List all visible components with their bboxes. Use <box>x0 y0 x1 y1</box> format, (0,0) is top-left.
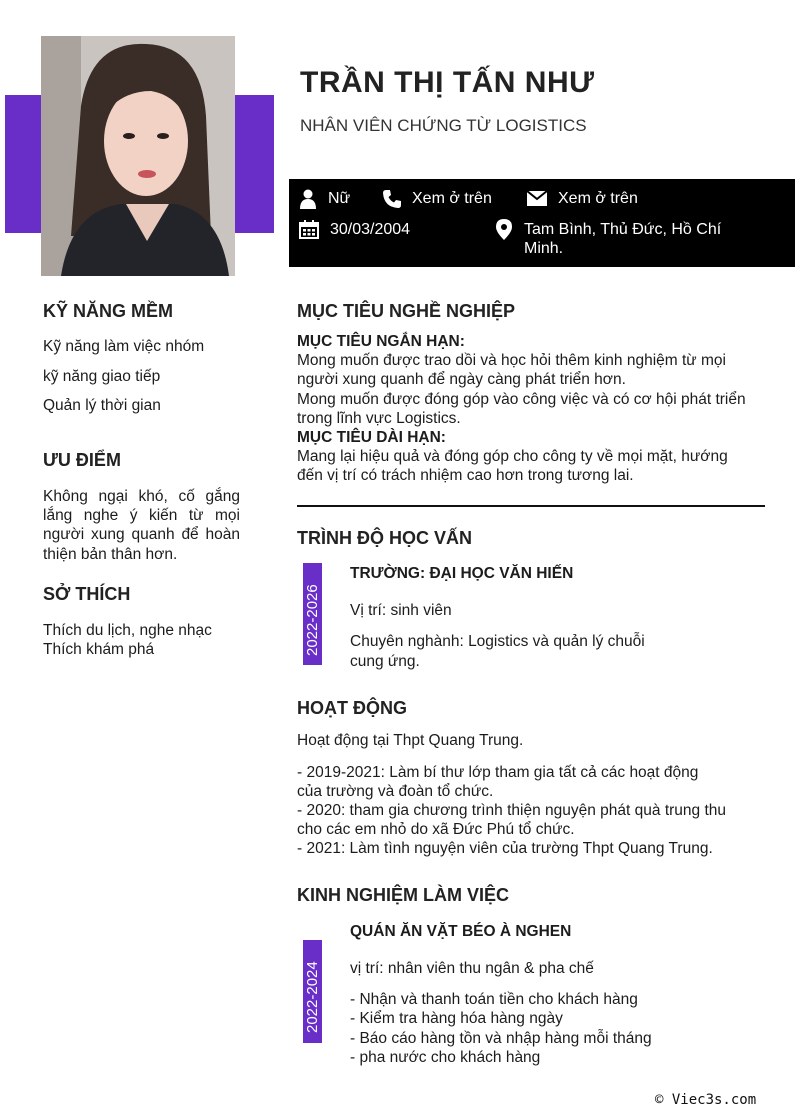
education-major-line: Chuyên nghành: Logistics và quản lý chuỗi <box>350 633 645 650</box>
hobby-line: Thích du lịch, nghe nhạc <box>43 622 212 639</box>
experience-year-bar <box>303 940 322 1043</box>
contact-box <box>289 179 795 267</box>
strengths-heading: ƯU ĐIỂM <box>43 450 121 470</box>
activity-line: - 2019-2021: Làm bí thư lớp tham gia tất cả các hoạt động <box>297 764 699 781</box>
strengths-line: người xung quanh để hoàn <box>43 526 240 543</box>
section-divider <box>297 505 765 507</box>
education-heading: TRÌNH ĐỘ HỌC VẤN <box>297 528 472 548</box>
calendar-icon <box>299 220 319 239</box>
activities-heading: HOẠT ĐỘNG <box>297 698 407 718</box>
email-value: Xem ở trên <box>558 190 638 207</box>
objective-line: trong lĩnh vực Logistics. <box>297 410 461 427</box>
activity-line: cho các em nhỏ do xã Đức Phú tổ chức. <box>297 821 575 838</box>
objective-line: người xung quanh để ngày càng phát triển hơn. <box>297 371 626 388</box>
experience-task: - Kiểm tra hàng hóa hàng ngày <box>350 1010 563 1027</box>
experience-task: - pha nước cho khách hàng <box>350 1049 541 1066</box>
objective-line: Mang lại hiệu quả và đóng góp cho công ty về mọi mặt, hướng <box>297 448 728 465</box>
experience-task: - Nhận và thanh toán tiền cho khách hàng <box>350 991 638 1008</box>
activity-line: - 2021: Làm tình nguyện viên của trường Thpt Quang Trung. <box>297 840 713 857</box>
soft-skill-item: Kỹ năng làm việc nhóm <box>43 338 205 355</box>
address-line-1: Tam Bình, Thủ Đức, Hồ Chí <box>524 221 722 238</box>
phone-icon <box>382 189 402 209</box>
experience-years: 2022-2024 <box>304 961 321 1033</box>
soft-skill-item: kỹ năng giao tiếp <box>43 368 161 385</box>
portrait-illustration <box>41 36 235 276</box>
education-major-line: cung ứng. <box>350 653 420 670</box>
strengths-line: Không ngại khó, cố gắng <box>43 488 240 505</box>
profile-photo <box>41 36 235 276</box>
soft-skills-heading: KỸ NĂNG MỀM <box>43 301 173 321</box>
address-line-2: Minh. <box>524 240 564 257</box>
location-pin-icon <box>496 219 512 240</box>
school-name: TRƯỜNG: ĐẠI HỌC VĂN HIẾN <box>350 565 574 582</box>
email-icon <box>527 191 547 206</box>
long-term-label: MỤC TIÊU DÀI HẠN: <box>297 429 446 446</box>
activity-line: - 2020: tham gia chương trình thiện nguyện phát quà trung thu <box>297 802 726 819</box>
short-term-label: MỤC TIÊU NGẮN HẠN: <box>297 333 465 350</box>
activities-intro: Hoạt động tại Thpt Quang Trung. <box>297 732 524 749</box>
activity-line: của trường và đoàn tổ chức. <box>297 783 494 800</box>
objective-line: Mong muốn được đóng góp vào công việc và có cơ hội phát triển <box>297 391 746 408</box>
experience-heading: KINH NGHIỆM LÀM VIỆC <box>297 885 510 905</box>
soft-skill-item: Quản lý thời gian <box>43 397 161 414</box>
job-title: NHÂN VIÊN CHỨNG TỪ LOGISTICS <box>300 116 587 135</box>
objective-heading: MỤC TIÊU NGHỀ NGHIỆP <box>297 301 516 321</box>
education-years: 2022-2026 <box>304 584 321 656</box>
experience-position: vị trí: nhân viên thu ngân & pha chế <box>350 960 594 977</box>
education-year-bar <box>303 563 322 665</box>
objective-line: đến vị trí có trách nhiệm cao hơn trong tương lai. <box>297 467 634 484</box>
footer-watermark[interactable]: © Viec3s.com <box>655 1092 757 1108</box>
education-position: Vị trí: sinh viên <box>350 602 452 619</box>
strengths-line: lắng nghe ý kiến từ mọi <box>43 507 240 524</box>
hobby-line: Thích khám phá <box>43 641 155 658</box>
phone-value: Xem ở trên <box>412 190 492 207</box>
company-name: QUÁN ĂN VẶT BÉO À NGHEN <box>350 923 572 940</box>
hobbies-heading: SỞ THÍCH <box>43 584 131 604</box>
strengths-line: thiện bản thân hơn. <box>43 546 178 563</box>
person-icon <box>299 189 317 209</box>
gender-value: Nữ <box>328 190 351 207</box>
experience-task: - Báo cáo hàng tồn và nhập hàng mỗi tháng <box>350 1030 652 1047</box>
birthday-value: 30/03/2004 <box>330 221 411 238</box>
candidate-name: TRẦN THỊ TẤN NHƯ <box>300 66 595 99</box>
objective-line: Mong muốn được trao dồi và học hỏi thêm kinh nghiệm từ mọi <box>297 352 726 369</box>
